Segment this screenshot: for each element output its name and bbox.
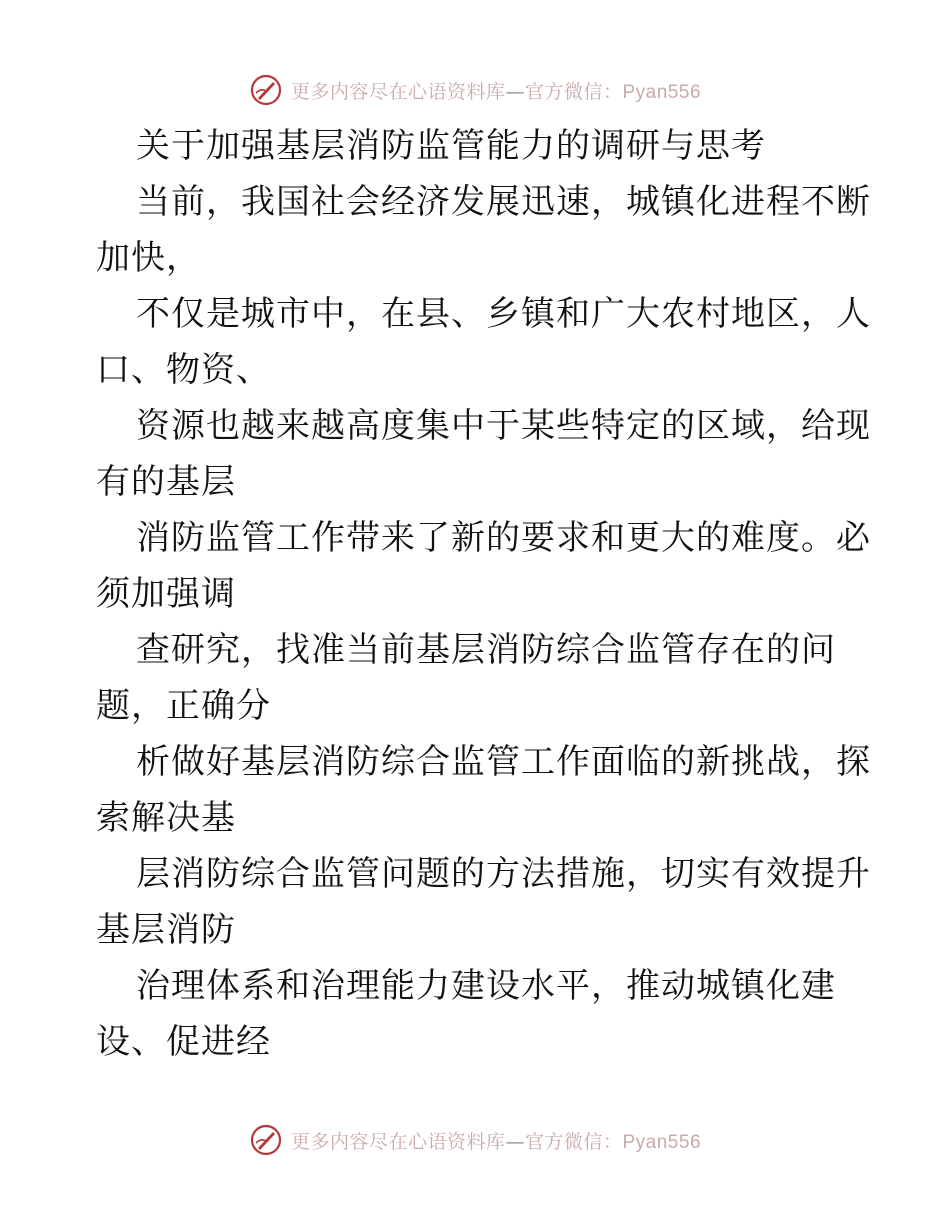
header-banner	[0, 70, 950, 110]
footer-wechat-label: 官方微信：	[524, 1130, 623, 1153]
paragraph-line: 消防监管工作带来了新的要求和更大的难度。必	[136, 518, 871, 558]
paragraph-line: 治理体系和治理能力建设水平，推动城镇化建	[136, 966, 836, 1006]
footer-banner	[0, 1120, 950, 1160]
header-text	[291, 77, 701, 104]
paragraph	[96, 622, 856, 734]
paragraph	[96, 846, 871, 958]
paragraph-line: 题，正确分	[96, 686, 271, 726]
paragraph-line: 有的基层	[96, 462, 236, 502]
footer-wechat-id: Pyan556	[622, 1131, 702, 1153]
quill-circle-icon	[249, 1123, 283, 1157]
header-separator: —	[505, 80, 525, 103]
paragraph	[96, 398, 871, 510]
paragraph-line: 层消防综合监管问题的方法措施，切实有效提升	[136, 854, 871, 894]
paragraph-line: 索解决基	[96, 798, 236, 838]
paragraph	[96, 958, 856, 1070]
paragraph	[96, 510, 871, 622]
paragraph	[96, 734, 871, 846]
paragraph-line: 口、物资、	[96, 350, 271, 390]
paragraph-line: 析做好基层消防综合监管工作面临的新挑战，探	[136, 742, 871, 782]
paragraph-line: 基层消防	[96, 910, 236, 950]
header-site: 更多内容尽在心语资料库	[290, 80, 506, 103]
quill-circle-icon	[249, 73, 283, 107]
paragraph-line: 资源也越来越高度集中于某些特定的区域，给现	[136, 406, 871, 446]
document-body	[96, 118, 871, 1070]
paragraph-line: 查研究，找准当前基层消防综合监管存在的问	[136, 630, 836, 670]
header-wechat-label: 官方微信：	[524, 80, 623, 103]
paragraph	[96, 286, 871, 398]
paragraph-line: 设、促进经	[96, 1022, 271, 1062]
paragraph-line: 加快，	[96, 238, 201, 278]
footer-site: 更多内容尽在心语资料库	[290, 1130, 506, 1153]
paragraph-line: 不仅是城市中，在县、乡镇和广大农村地区，人	[136, 294, 871, 334]
footer-separator: —	[505, 1130, 525, 1153]
document-title: 关于加强基层消防监管能力的调研与思考	[136, 126, 766, 166]
paragraph-line: 当前，我国社会经济发展迅速，城镇化进程不断	[136, 182, 871, 222]
paragraph-line: 须加强调	[96, 574, 236, 614]
footer-text	[291, 1127, 701, 1154]
paragraph	[96, 174, 871, 286]
header-wechat-id: Pyan556	[622, 81, 702, 103]
